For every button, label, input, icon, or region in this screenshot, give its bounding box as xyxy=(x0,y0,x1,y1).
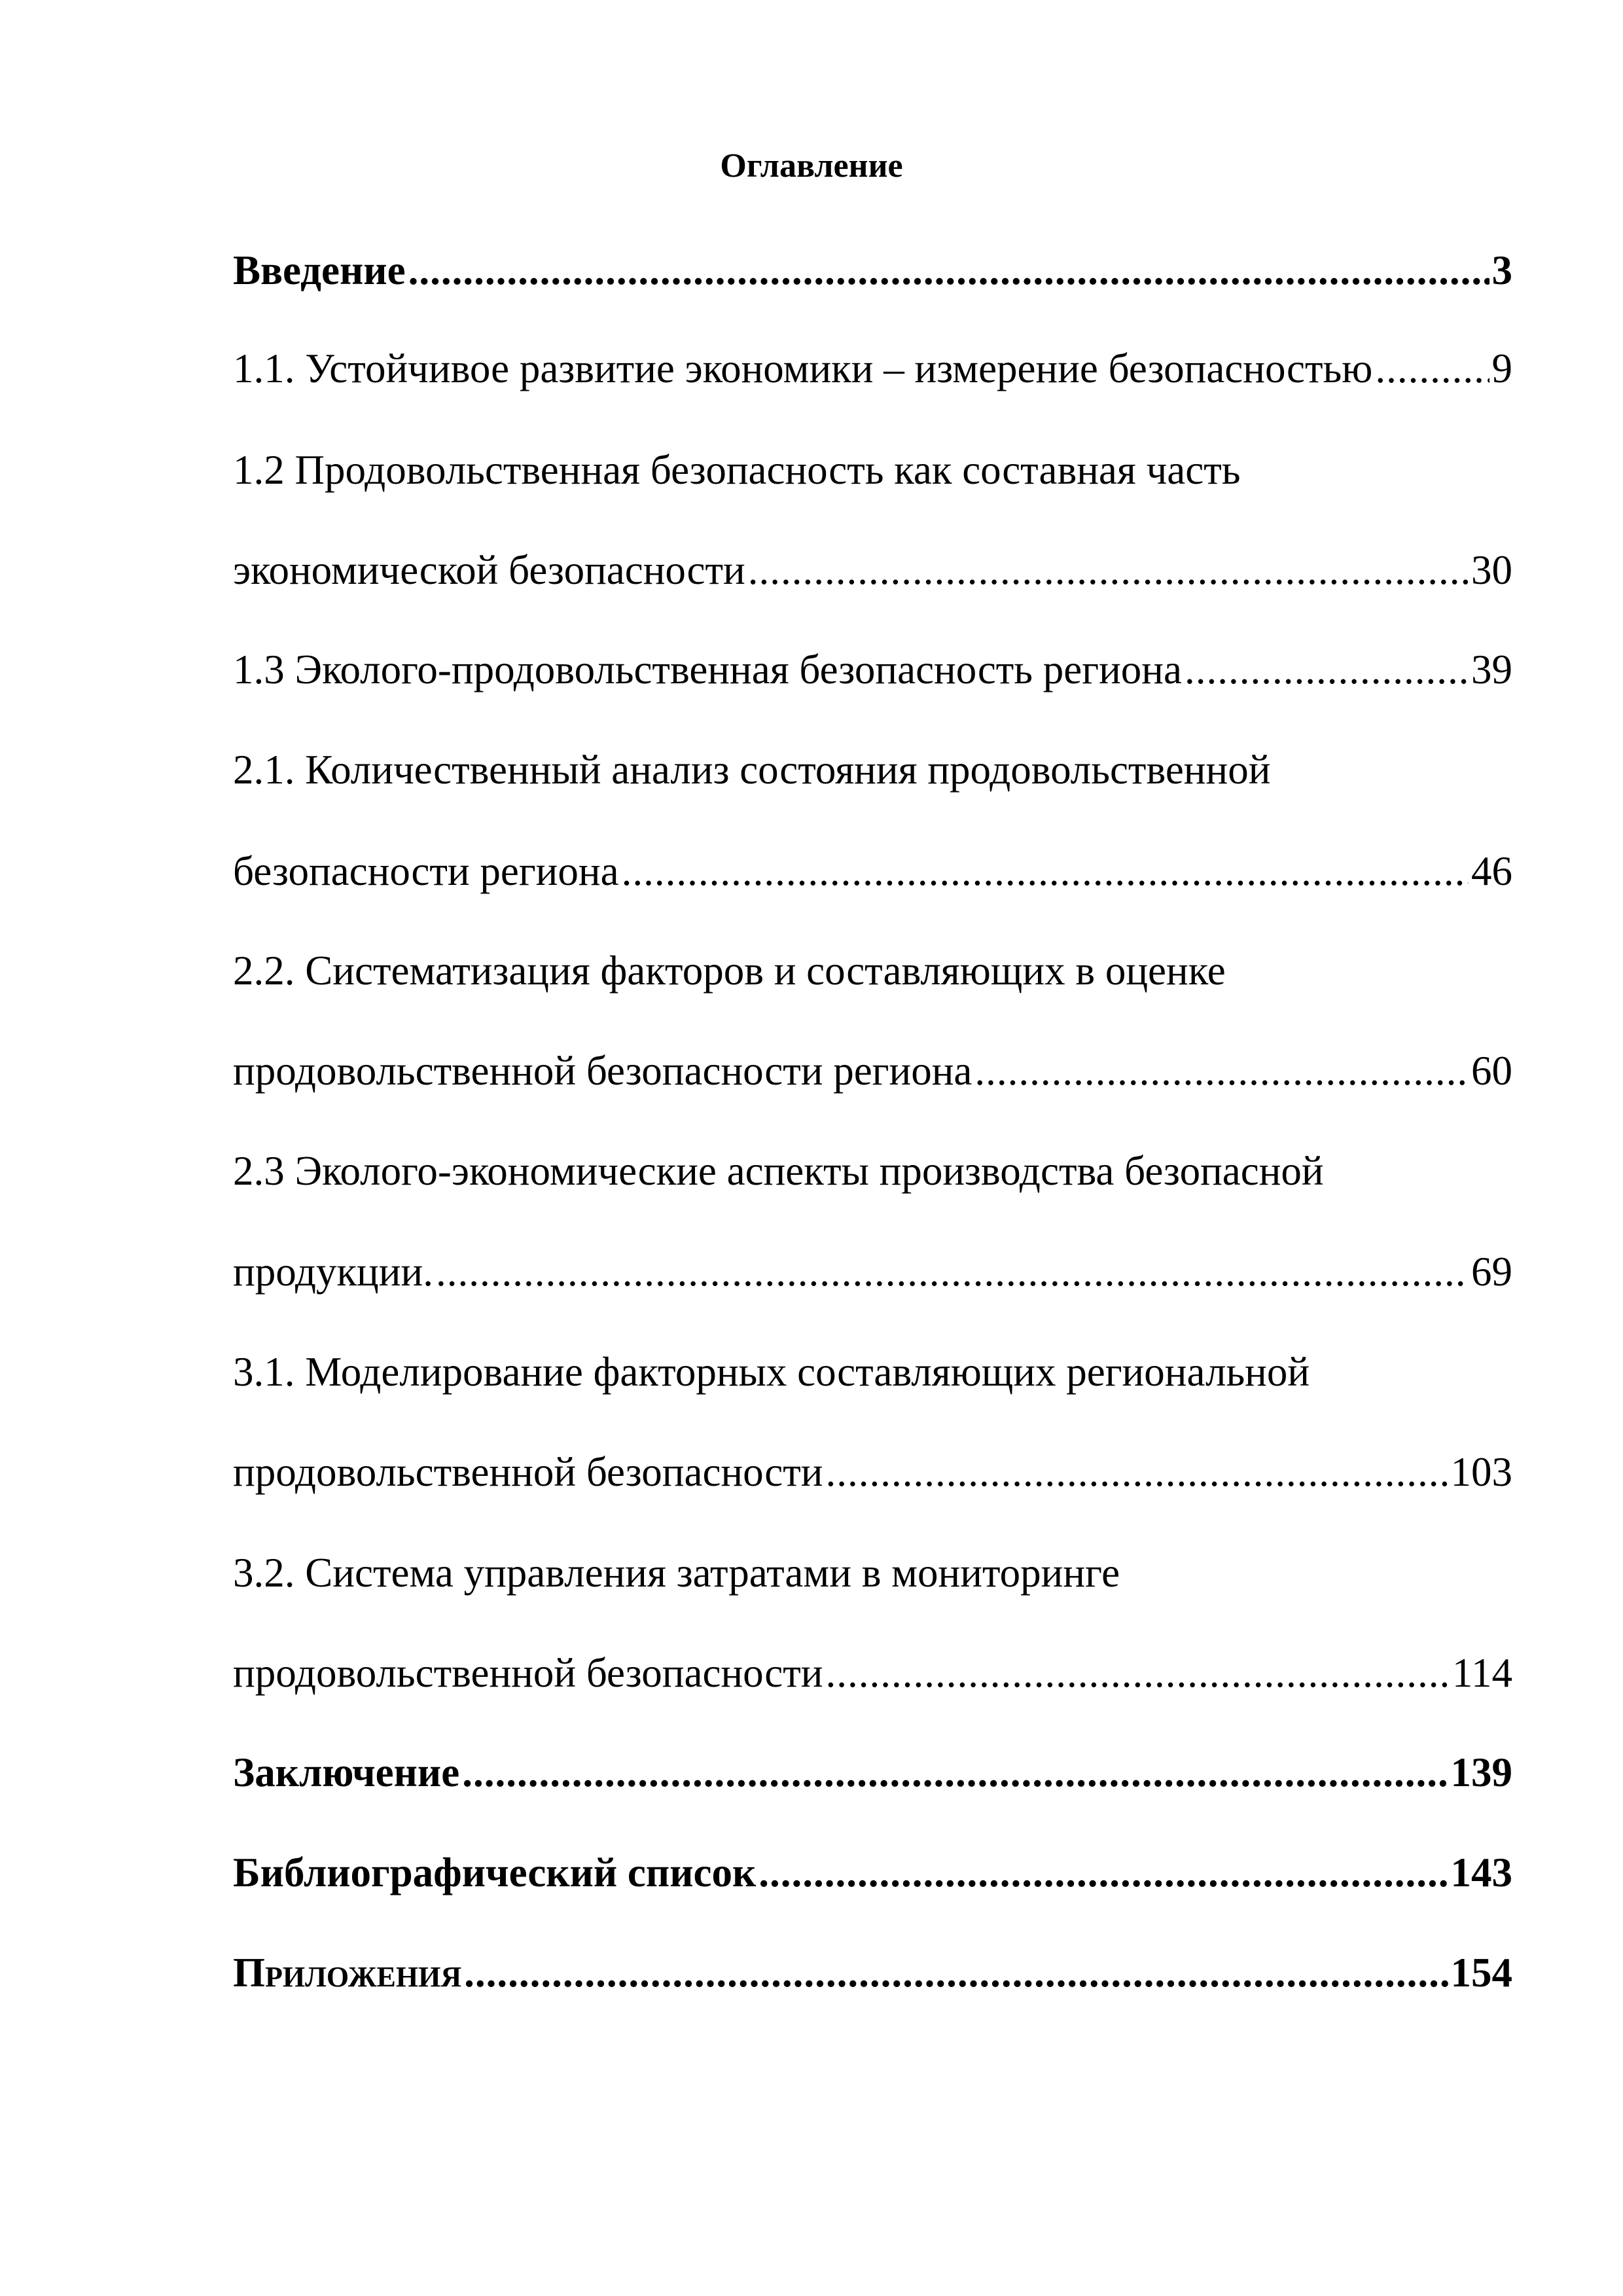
toc-page-number: 69 xyxy=(1471,1249,1512,1295)
toc-entry-title: 3.1. Моделирование факторных составляющих региональной xyxy=(233,1349,1310,1395)
toc-entry-title: Заключение xyxy=(233,1749,460,1795)
toc-page-number: 139 xyxy=(1450,1749,1512,1795)
toc-page-number: 30 xyxy=(1471,547,1512,593)
toc-page-number: 114 xyxy=(1452,1650,1512,1696)
toc-dot-leader xyxy=(622,844,1469,898)
toc-entry-2-3[interactable] xyxy=(233,1245,1512,1299)
toc-entry-1-2-line-1[interactable] xyxy=(233,443,1512,497)
toc-entry-2-3-line-1[interactable] xyxy=(233,1144,1512,1198)
toc-entry-title: 2.3 Эколого-экономические аспекты производства безопасной xyxy=(233,1148,1324,1194)
toc-entry-2-1-line-1[interactable] xyxy=(233,743,1512,797)
toc-page-number: 46 xyxy=(1471,848,1512,894)
toc-entry-title: 2.1. Количественный анализ состояния продовольственной xyxy=(233,747,1271,793)
toc-dot-leader xyxy=(825,1445,1448,1499)
toc-entry-3-1[interactable] xyxy=(233,1445,1512,1499)
toc-entry-1-2[interactable] xyxy=(233,543,1512,597)
toc-entry-title: Библиографический список xyxy=(233,1850,757,1895)
toc-dot-leader xyxy=(748,543,1469,597)
toc-entry-3-2[interactable] xyxy=(233,1646,1512,1700)
toc-entry-title: 1.1. Устойчивое развитие экономики – измерение безопасностью xyxy=(233,346,1373,391)
toc-entry-title: 1.2 Продовольственная безопасность как составная часть xyxy=(233,447,1241,493)
toc-dot-leader xyxy=(464,1946,1448,2000)
toc-page-number: 103 xyxy=(1450,1449,1512,1495)
toc-dot-leader xyxy=(1185,643,1469,696)
toc-entry-2-2-line-1[interactable] xyxy=(233,944,1512,997)
toc-entry-appendices[interactable] xyxy=(233,1946,1512,2000)
toc-dot-leader xyxy=(1375,342,1489,395)
toc-entry-3-2-line-1[interactable] xyxy=(233,1546,1512,1600)
toc-entry-title: безопасности региона xyxy=(233,848,619,894)
toc-entry-title: продовольственной безопасности xyxy=(233,1650,823,1696)
toc-entry-title: экономической безопасности xyxy=(233,547,745,593)
toc-dot-leader xyxy=(462,1746,1448,1799)
page-title: Оглавление xyxy=(720,147,903,185)
toc-entry-introduction[interactable] xyxy=(233,243,1512,297)
toc-page-number: 60 xyxy=(1471,1048,1512,1094)
table-of-contents xyxy=(233,0,1512,2296)
toc-page-number: 9 xyxy=(1491,346,1512,391)
toc-entry-2-2[interactable] xyxy=(233,1044,1512,1098)
toc-dot-leader xyxy=(436,1245,1469,1299)
toc-page-number: 143 xyxy=(1450,1850,1512,1895)
toc-entry-title: 2.2. Систематизация факторов и составляющих в оценке xyxy=(233,948,1226,994)
toc-entry-title: продовольственной безопасности xyxy=(233,1449,823,1495)
toc-entry-1-3[interactable] xyxy=(233,643,1512,696)
toc-dot-leader xyxy=(825,1646,1449,1700)
toc-entry-title: продовольственной безопасности региона xyxy=(233,1048,972,1094)
toc-dot-leader xyxy=(974,1044,1469,1098)
toc-entry-2-1[interactable] xyxy=(233,844,1512,898)
toc-page-number: 39 xyxy=(1471,647,1512,692)
toc-dot-leader xyxy=(408,243,1489,297)
toc-entry-title: продукции. xyxy=(233,1249,433,1295)
toc-page-number: 154 xyxy=(1450,1950,1512,1996)
toc-entry-3-1-line-1[interactable] xyxy=(233,1345,1512,1399)
toc-entry-bibliography[interactable] xyxy=(233,1846,1512,1899)
toc-entry-title: 1.3 Эколого-продовольственная безопасность региона xyxy=(233,647,1182,692)
toc-entry-title: Введение xyxy=(233,247,406,293)
toc-entry-conclusion[interactable] xyxy=(233,1746,1512,1799)
toc-entry-title: 3.2. Система управления затратами в мониторинге xyxy=(233,1550,1120,1596)
toc-dot-leader xyxy=(758,1846,1448,1899)
toc-page-number: 3 xyxy=(1491,247,1512,293)
toc-entry-title: Приложения xyxy=(233,1950,462,1996)
toc-entry-1-1[interactable] xyxy=(233,342,1512,395)
